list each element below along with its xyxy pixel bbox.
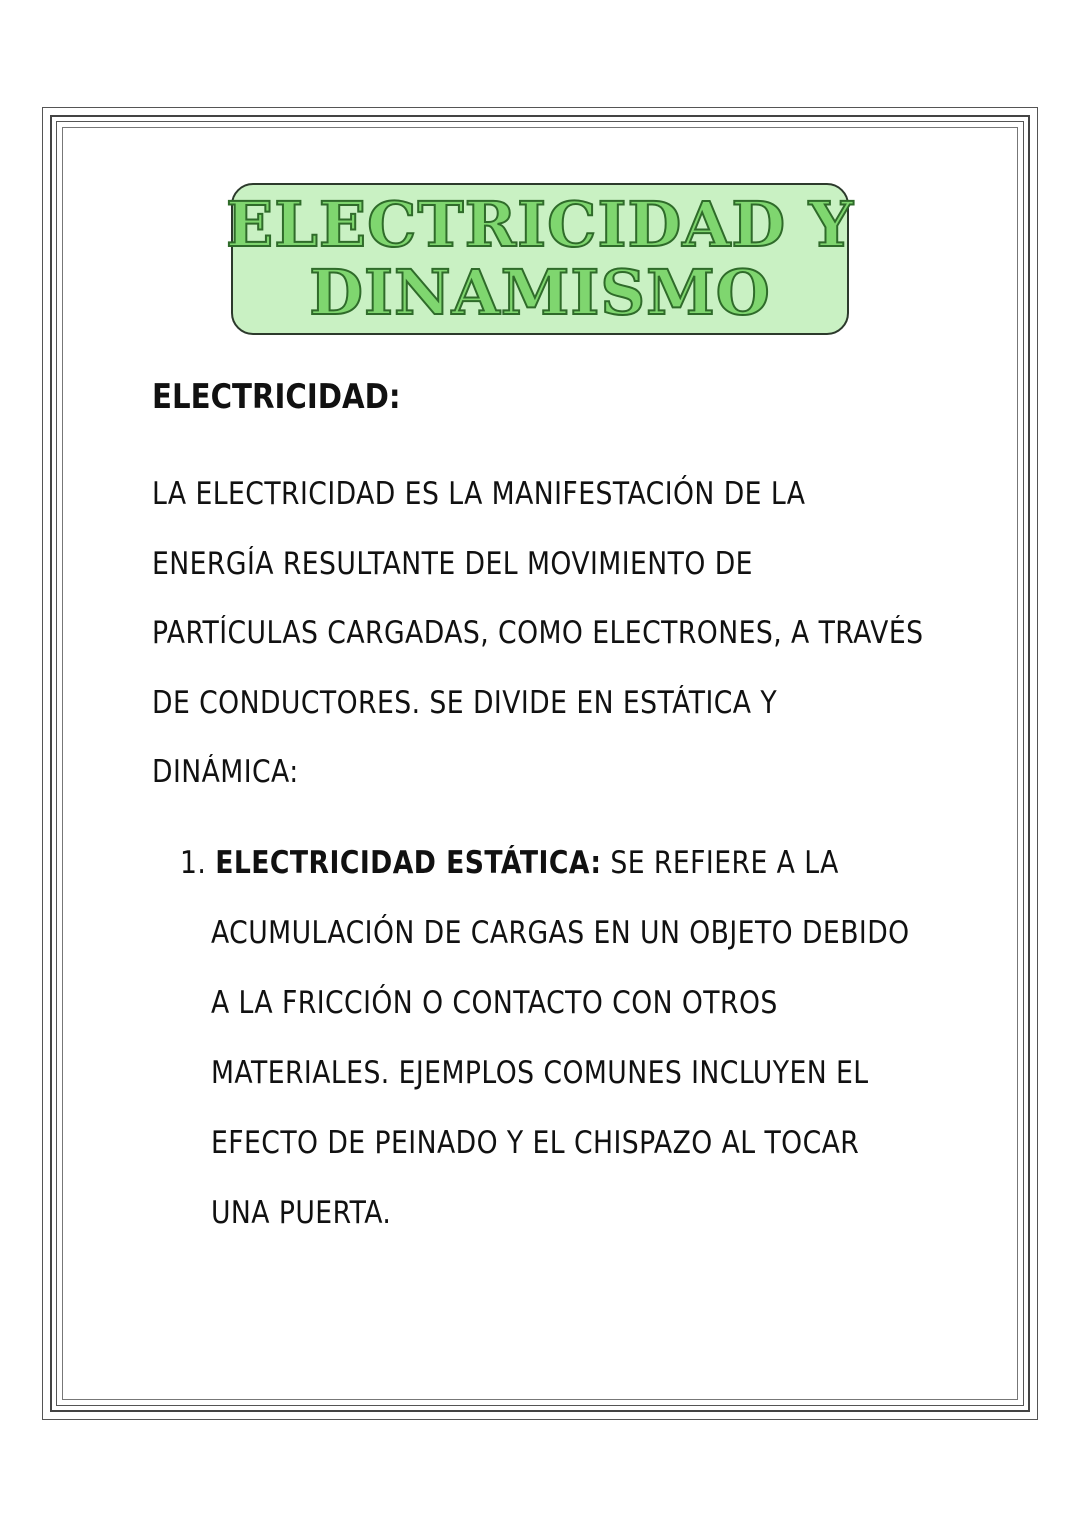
list-item-line: ACUMULACIÓN DE CARGAS EN UN OBJETO DEBIDO [210,915,910,951]
paragraph-line: DE CONDUCTORES. SE DIVIDE EN ESTÁTICA Y [152,684,778,721]
paragraph-line: LA ELECTRICIDAD ES LA MANIFESTACIÓN DE LA [152,476,806,512]
title-line-1: ELECTRICIDAD Y [226,188,854,261]
list-item-line: UNA PUERTA. [210,1195,392,1231]
list-number: 1. [180,845,207,881]
list-item-static-electricity [180,828,960,1248]
title-banner [226,183,854,335]
paragraph-line: ENERGÍA RESULTANTE DEL MOVIMIENTO DE [152,545,753,582]
title-line-2: DINAMISMO [309,256,771,329]
paragraph-line: DINÁMICA: [152,754,299,790]
section-heading: ELECTRICIDAD: [152,377,401,417]
paragraph-line: PARTÍCULAS CARGADAS, COMO ELECTRONES, A TRAVÉS [152,615,924,651]
list-item-first-line [180,828,851,898]
intro-paragraph [152,460,942,808]
list-text: SE REFIERE A LA [601,845,839,881]
list-item-line: A LA FRICCIÓN O CONTACTO CON OTROS [210,985,778,1021]
list-item-line: EFECTO DE PEINADO Y EL CHISPAZO AL TOCAR [210,1125,860,1161]
list-item-line: MATERIALES. EJEMPLOS COMUNES INCLUYEN EL [210,1055,869,1091]
list-term: ELECTRICIDAD ESTÁTICA: [215,845,602,881]
